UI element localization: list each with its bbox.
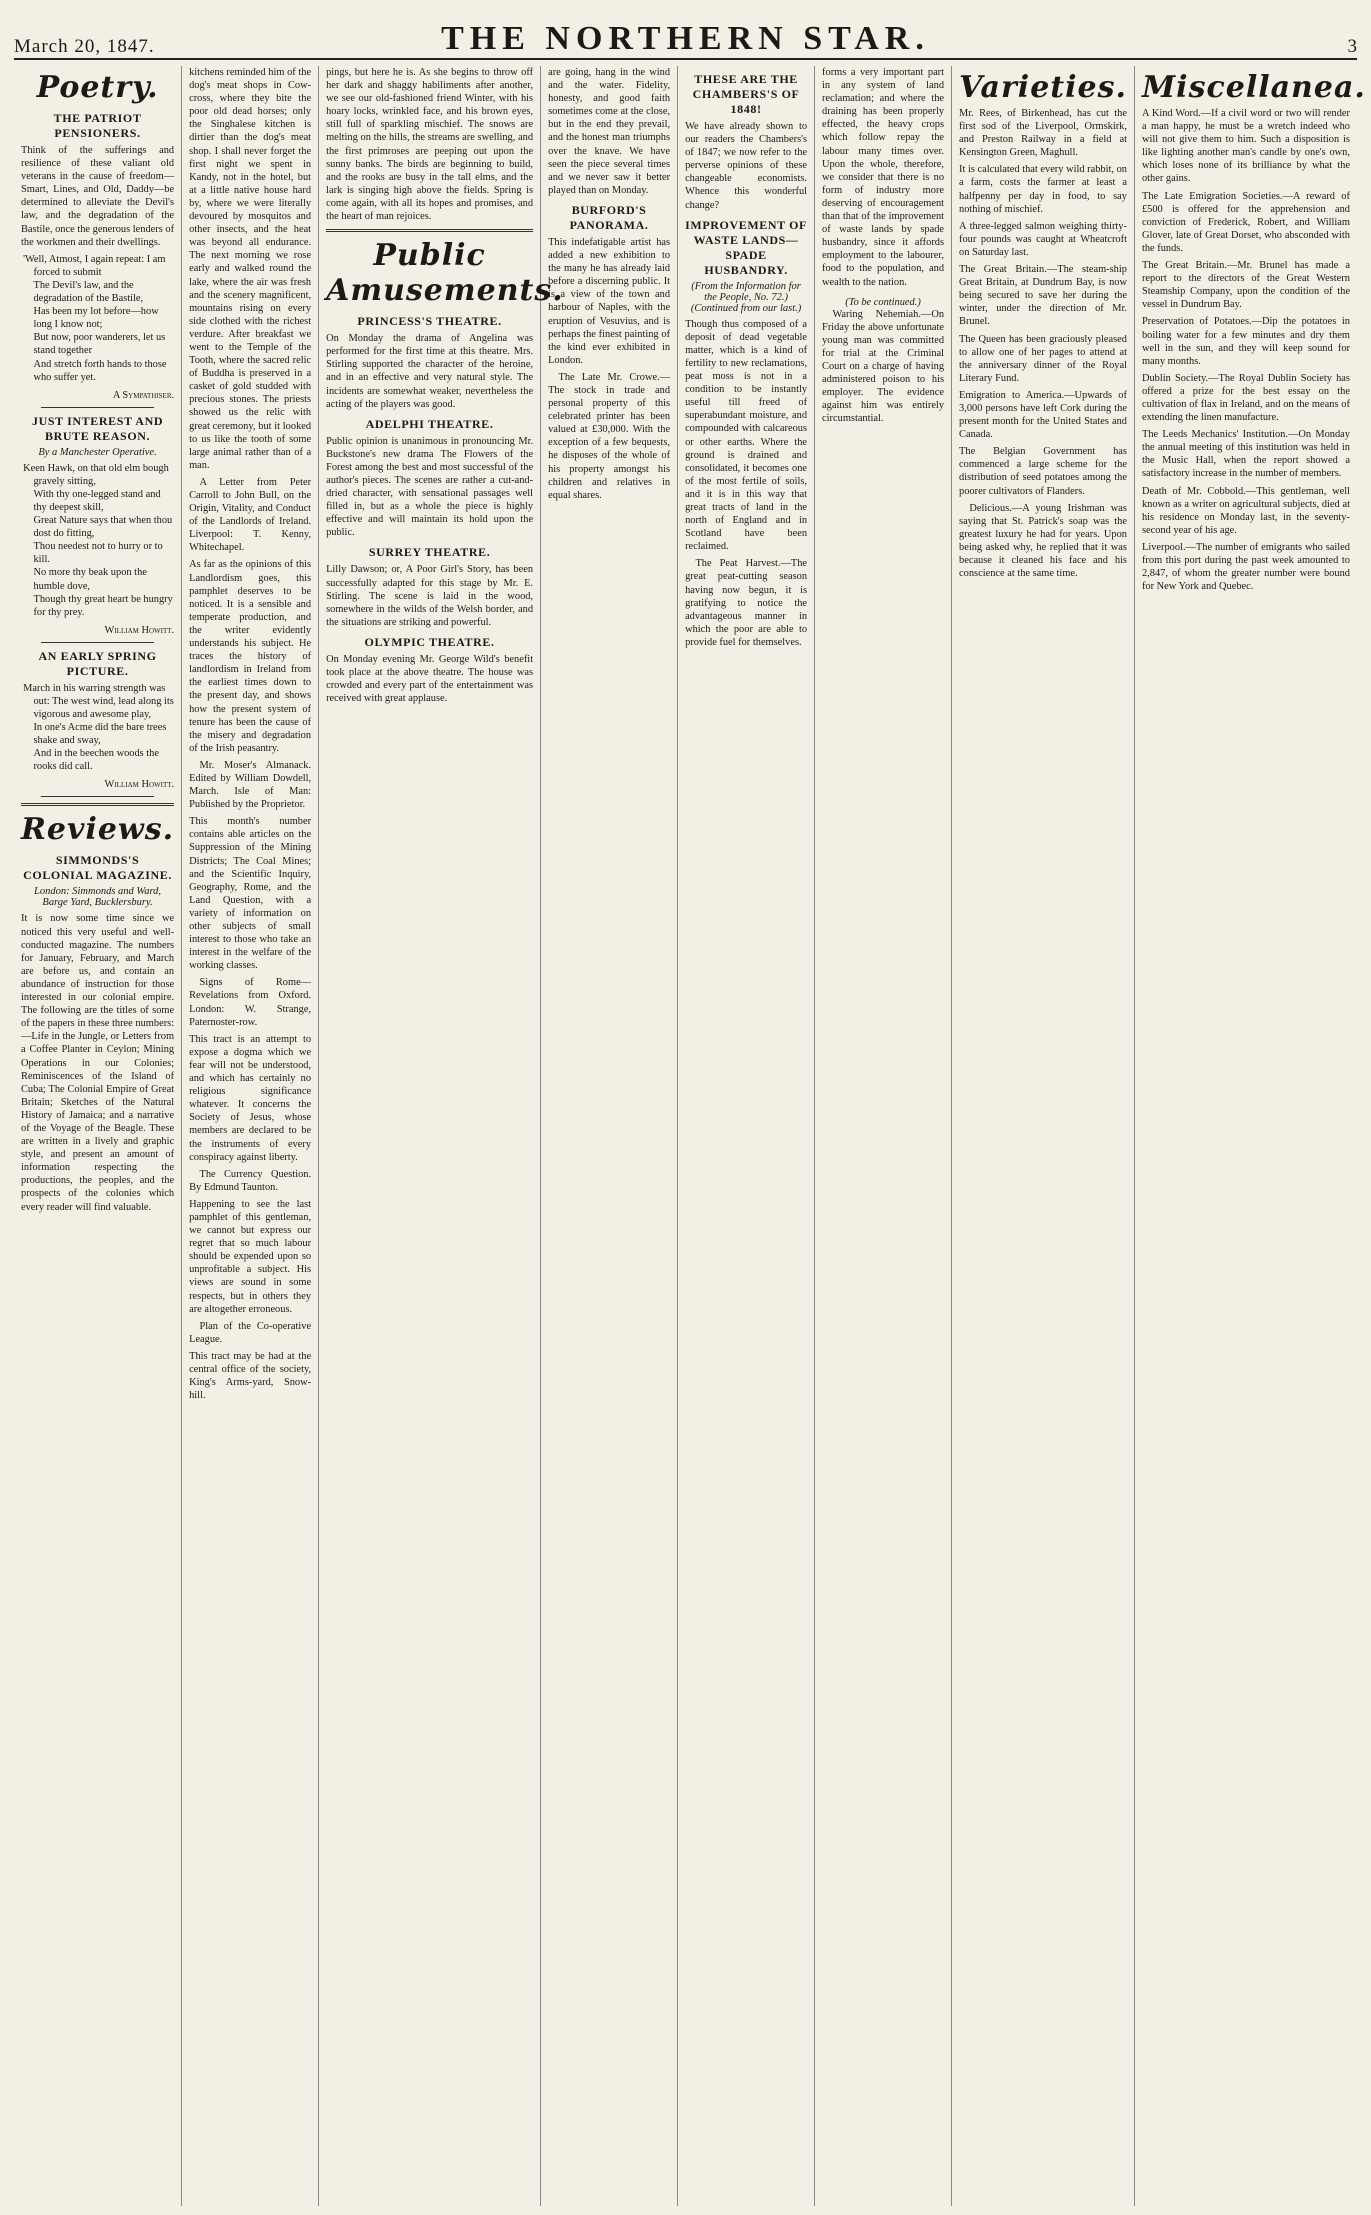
signature: William Howitt. xyxy=(104,624,175,636)
article-body: This month's number contains able articles on the Suppression of the Mining Districts; The Coal Mines; and the Scientific Inquiry, Geography, Rome, and the Land Question, with a variety of information on other subjects of small interest to those who take an interest in the welfare of the working classes. xyxy=(189,816,312,972)
article-body: On Monday evening Mr. George Wild's benefit took place at the above theatre. The house was crowded and every part of the entertainment was received with great applause. xyxy=(326,653,534,705)
article-body: The Queen has been graciously pleased to allow one of her pages to attend at the anniversary dinner of the Royal Literary Fund. xyxy=(959,333,1127,384)
poem-verse: March in his warring strength was out: The west wind, lead along its vigorous and awesome play, In one's Acme did the bare trees shake and sway, And in the beechen woods the rooks did call. xyxy=(23,682,174,773)
article-body: Emigration to America.—Upwards of 3,000 persons have left Cork during the present month for the United States and Canada. xyxy=(959,389,1127,441)
article-title: JUST INTEREST AND BRUTE REASON. xyxy=(31,413,164,443)
article-title: IMPROVEMENT OF WASTE LANDS—SPADE HUSBANDRY. xyxy=(685,217,807,277)
article-body: The Great Britain.—Mr. Brunel has made a report to the directors of the Great Western Steamship Company, upon the condition of the vessel in Dundrum Bay. xyxy=(1141,260,1350,311)
section-heading: Public Amusements. xyxy=(326,238,564,309)
article-body: As far as the opinions of this Landlordism goes, this pamphlet deserves to be noticed. It is a sensible and temperate production, and the writer evidently understands his subject. He traces the history of landlordism in Ireland from the earliest times down to the present day, and shows how the present system of tenure has been the cause of the misery and degradation of the Irish peasantry. xyxy=(189,559,312,754)
article-body: The Peat Harvest.—The great peat-cutting season having now begun, it is gratifying to notice the advantageous manner in which the poor are able to provide fuel for themselves. xyxy=(685,558,808,648)
issue-date: March 20, 1847. xyxy=(14,36,155,57)
column-content xyxy=(548,66,670,2206)
article-body: Lilly Dawson; or, A Poor Girl's Story, has been successfully adapted for this stage by Mr. E. Stirling. The scene is laid in the wood, somewhere in the wilds of the Welsh border, and the situations are striking and powerful. xyxy=(326,564,534,628)
divider xyxy=(41,796,154,797)
article-body: The Leeds Mechanics' Institution.—On Monday the annual meeting of this institution was held in the Music Hall, when the report showed a satisfactory increase in the number of members. xyxy=(1141,429,1350,480)
newspaper-column xyxy=(182,66,319,2206)
article-body: A Letter from Peter Carroll to John Bull, on the Origin, Vitality, and Conduct of the Landlords of Ireland. Liverpool: T. Kenny, Whitechapel. xyxy=(189,476,312,554)
newspaper-column xyxy=(952,66,1135,2206)
column-content xyxy=(21,70,174,2210)
signature: William Howitt. xyxy=(104,779,175,791)
column-container xyxy=(14,66,1366,2206)
article-body: pings, but here he is. As she begins to throw off her dark and shaggy habiliments after another, we see our old-fashioned friend Winter, with his hoary locks, wrinkled face, and his brown eyes, still full of sparkling mischief. The snows are melting on the hills, the streams are swelling, and the first primroses are peeping out upon the sunny banks. The birds are beginning to build, and the rooks are busy in the tall elms, and the lark is singing high above the fields. Spring is come again, with all its hopes and promises, and the heart of man rejoices. xyxy=(326,67,534,223)
article-body: Happening to see the last pamphlet of this gentleman, we cannot but express our regret that so much labour should be expended upon so unprofitable a subject. His views are sound in some respects, but in others they are altogether erroneous. xyxy=(189,1198,312,1315)
article-body: Though thus composed of a deposit of dead vegetable matter, which is a kind of fertility to new reclamations, peat moss is not in a condition to be instantly useful till freed of superabundant moisture, and compounded with calcareous or other earths. Where the ground is drained and consolidated, it becomes one of the most fertile of soils, and it is in this way that great tracts of land in the north of England and in Scotland have been reclaimed. xyxy=(685,318,808,553)
article-body: Liverpool.—The number of emigrants who sailed from this port during the past week amounted to 2,847, of whom the greater number were bound for New York and Quebec. xyxy=(1141,541,1350,593)
section-heading: Miscellanea. xyxy=(1141,70,1366,105)
article-body: This tract may be had at the central office of the society, King's Arms-yard, Snow-hill. xyxy=(189,1350,312,1402)
article-body: We have already shown to our readers the Chambers's of 1847; we now refer to the perverse opinions of these changeable economists. Whence this wonderful change? xyxy=(685,121,808,211)
divider xyxy=(326,229,533,232)
newspaper-column xyxy=(1135,66,1366,2206)
divider xyxy=(21,803,174,806)
newspaper-column xyxy=(319,66,564,2206)
section-heading: Poetry. xyxy=(36,70,159,105)
newspaper-column xyxy=(678,66,815,2206)
article-body: Signs of Rome—Revelations from Oxford. London: W. Strange, Paternoster-row. xyxy=(189,977,312,1028)
masthead xyxy=(14,6,1357,60)
article-body: On Monday the drama of Angelina was performed for the first time at this theatre. Mrs. Stirling supported the character of the heroine, and in an effective and very natural style. The incidents are somewhat weaker, nevertheless the acting of the players was good. xyxy=(326,333,534,410)
article-title: THE PATRIOT PENSIONERS. xyxy=(53,111,142,140)
poem-verse: 'Well, Atmost, I again repeat: I am forced to submit The Devil's law, and the degradation of the Bastile, Has been my lot before—how long I know not; But now, poor wanderers, let us stand together And stretch forth hands to those who suffer yet. xyxy=(23,253,167,383)
article-title: ADELPHI THEATRE. xyxy=(365,416,494,431)
article-body: Think of the sufferings and resilience of these valiant old veterans in the cause of freedom—Smart, Lines, and Old, Daddy—be determined to alleviate the Devil's law, and the degradation of the Bastile, once the generous lenders of the workmen and their dwellings. xyxy=(21,145,175,248)
article-body: A three-legged salmon weighing thirty-four pounds was caught at Wheatcroft on Saturday last. xyxy=(959,220,1127,258)
article-body: The Currency Question. By Edmund Taunton. xyxy=(189,1168,312,1193)
article-title: PRINCESS'S THEATRE. xyxy=(357,314,502,329)
article-subtitle: (From the Information for the People, No. 72.) (Continued from our last.) xyxy=(690,280,802,314)
article-body: The Late Emigration Societies.—A reward of £500 is offered for the apprehension and conviction of Frederick, Robert, and William Glover, late of Great Dorset, who absconded with the funds. xyxy=(1141,190,1350,254)
section-heading: Varieties. xyxy=(959,70,1127,105)
column-content xyxy=(959,70,1127,2210)
article-body: This indefatigable artist has added a new exhibition to the many he has already laid before a discerning public. It is a view of the town and harbour of Naples, with the eruption of Vesuvius, and is perhaps the finest painting of the kind ever exhibited in London. xyxy=(548,236,671,366)
column-content xyxy=(1141,70,1366,2210)
article-body: Mr. Moser's Almanack. Edited by William Dowdell, March. Isle of Man: Published by the Proprietor. xyxy=(189,759,312,811)
article-body: A Kind Word.—If a civil word or two will render a man happy, he must be a wretch indeed who will not give them to him. Such a disposition is like lighting another man's candle by one's own, which loses none of its brilliance by what the other gains. xyxy=(1141,108,1350,185)
article-body: This tract is an attempt to expose a dogma which we fear will not be understood, and which has certainly no religious significance whatever. It concerns the Society of Jesus, whose members are declared to be the instruments of every conspiracy against liberty. xyxy=(189,1033,312,1163)
newspaper-column xyxy=(14,66,182,2206)
column-content xyxy=(326,66,564,2206)
article-body: Delicious.—A young Irishman was saying that St. Patrick's soap was the greatest luxury he had for years. Upon being asked why, he replied that it was because it cleaned his face and his conscience at the same time. xyxy=(959,502,1127,580)
article-body: are going, hang in the wind and the water. Fidelity, honesty, and good faith sometimes come at the close, but in the end they prevail, and the honest man triumphs over the knave. We have seen the piece several times and we never saw it better played than on Monday. xyxy=(548,67,671,196)
article-body: Dublin Society.—The Royal Dublin Society has offered a prize for the best essay on the cultivation of flax in Ireland, and on the means of extending the linen manufacture. xyxy=(1141,372,1350,424)
article-body: Death of Mr. Cobbold.—This gentleman, well known as a writer on agricultural subjects, died at his residence on Monday last, in the seventy-second year of his age. xyxy=(1141,485,1350,536)
newspaper-column xyxy=(541,66,678,2206)
article-body: forms a very important part in any system of land reclamation; and where the draining has been properly effected, the heavy crops which follow repay the labour many times over. Upon the whole, therefore, we consider that there is no form of industry more deserving of encouragement than that of the improvement of waste lands by spade husbandry, since it affords employment to the labourer, food to the population, and wealth to the nation. xyxy=(822,67,945,288)
article-body: The Late Mr. Crowe.—The stock in trade and personal property of this celebrated printer has been valued at £30,000. With the exception of a few bequests, he disposes of the whole of his property amongst his children and relatives in equal shares. xyxy=(548,371,671,501)
column-content xyxy=(822,66,944,2206)
article-title: OLYMPIC THEATRE. xyxy=(364,634,495,649)
poem-verse: Keen Hawk, on that old elm bough gravely sitting, With thy one-legged stand and thy deepest skill, Great Nature says that when thou dost do fitting, Thou needest not to hurry or to kill. No more thy beak upon the humble dove, Though thy great heart be hungry for thy prey. xyxy=(23,462,173,618)
section-heading: Reviews. xyxy=(21,812,175,848)
column-content xyxy=(189,66,311,2206)
continued-note: (To be continued.) xyxy=(845,296,921,308)
article-subtitle: London: Simmonds and Ward, Barge Yard, Bucklersbury. xyxy=(34,886,162,909)
article-body: The Belgian Government has commenced a large scheme for the distribution of seed potatoes among the poorer cultivators of Flanders. xyxy=(959,446,1127,497)
article-title: SIMMONDS'S COLONIAL MAGAZINE. xyxy=(23,853,172,883)
signature: A Sympathiser. xyxy=(112,389,175,401)
article-body: Preservation of Potatoes.—Dip the potatoes in boiling water for a few minutes and dry them well in the sun, and they will keep sound for many months. xyxy=(1141,316,1350,367)
article-body: The Great Britain.—The steam-ship Great Britain, at Dundrum Bay, is now being secured to save her during the winter, under the direction of Mr. Brunel. xyxy=(959,264,1127,328)
article-body: It is calculated that every wild rabbit, on a farm, costs the farmer at least a halfpenny per day in food, to say nothing of mischief. xyxy=(959,164,1127,215)
article-subtitle: By a Manchester Operative. xyxy=(38,446,157,458)
article-body: Public opinion is unanimous in pronouncing Mr. Buckstone's new drama The Flowers of the Forest among the best and most successful of the author's pieces. The scenes are rather a cut-and-dried character, with sensational passages well filled in, but as a whole the piece is highly effective and will maintain its hold upon the public. xyxy=(326,435,534,539)
newspaper-column xyxy=(815,66,952,2206)
article-body: It is now some time since we noticed this very useful and well-conducted magazine. The numbers for January, February, and March are before us, and contain an abundance of instruction for those interested in our colonial empire. The following are the titles of some of the papers in these three numbers:—Life in the Jungle, or Letters from a Coffee Planter in Ceylon; Mining Operations in our Colonies; Reminiscences of the Island of Cuba; The Colonial Empire of Great Britain; Sketches of the Natural History of Jamaica; and a narrative of the Voyage of the Beagle. These are written in a lively and graphic style, and present an amount of information respecting the productions, the peoples, and the prospects of the colonies which every reader will find valuable. xyxy=(21,913,175,1213)
article-body: Mr. Rees, of Birkenhead, has cut the first sod of the Liverpool, Ormskirk, and Preston Railway in a field at Kensington Green, Maghull. xyxy=(959,108,1127,159)
page-number: 3 xyxy=(1347,36,1357,57)
column-content xyxy=(685,72,807,2212)
article-body: Waring Nehemiah.—On Friday the above unfortunate young man was committed for trial at the Criminal Court on a charge of having administered poison to his employer. The evidence against him was entirely circumstantial. xyxy=(822,308,945,425)
divider xyxy=(41,407,154,408)
article-title: AN EARLY SPRING PICTURE. xyxy=(38,648,157,678)
article-body: Plan of the Co-operative League. xyxy=(189,1320,312,1345)
article-title: THESE ARE THE CHAMBERS'S OF 1848! xyxy=(692,72,800,116)
newspaper-title: THE NORTHERN STAR. xyxy=(441,20,930,57)
divider xyxy=(41,642,154,643)
article-title: SURREY THEATRE. xyxy=(368,545,491,560)
article-title: BURFORD'S PANORAMA. xyxy=(569,202,649,232)
article-body: kitchens reminded him of the dog's meat shops in Cow-cross, where they bite the poor old dead horses; only the Singhalese kitchen is dirtier than the dog's meat shop. I shall never forget the first night we spent in Kandy, not in the hotel, but at a little native house hard by, where we were literally devoured by mosquitos and other insects, and the heat was beyond all endurance. The next morning we rose early and walked round the lake, where the air was fresh and the scenery magnificent, mountains rising on every side clothed with the richest verdure. After breakfast we went to the Temple of the Tooth, where the sacred relic of Buddha is preserved in a casket of gold studded with precious stones. The priests showed us the relic with great ceremony, but it looked to us like the tooth of some large animal rather than of a man. xyxy=(189,67,312,471)
